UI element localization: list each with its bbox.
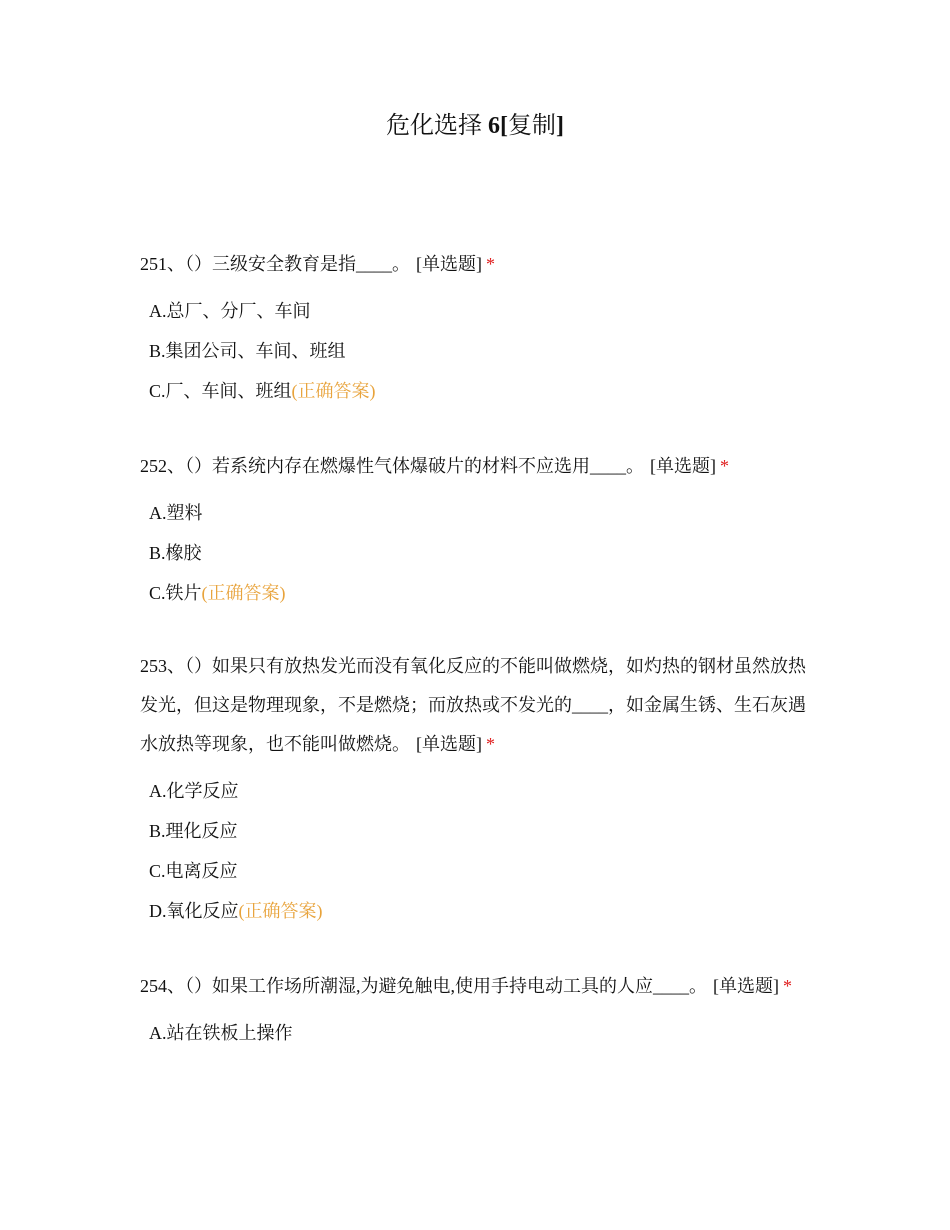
option-c[interactable] [140, 371, 820, 411]
option-text: 化学反应 [166, 781, 239, 801]
option-b[interactable] [140, 811, 820, 851]
question-type: [单选题] [650, 456, 716, 476]
correct-answer-tag: (正确答案) [201, 583, 286, 603]
option-c[interactable] [140, 851, 820, 891]
option-letter: B. [149, 821, 166, 841]
question-number: 252 [140, 456, 167, 476]
question-type: [单选题] [416, 254, 482, 274]
question-separator: 、 [167, 976, 185, 996]
options-list [140, 291, 820, 411]
question-stem [140, 967, 820, 1006]
question-252 [140, 447, 820, 613]
question-text: （）如果只有放热发光而没有氧化反应的不能叫做燃烧，如灼热的钢材虽然放热发光，但这是物理现象，不是燃烧；而放热或不发光的____，如金属生锈、生石灰遇水放热等现象，也不能叫做燃烧。 [140, 656, 806, 754]
option-text: 集团公司、车间、班组 [165, 341, 346, 361]
question-text: （）若系统内存在燃爆性气体爆破片的材料不应选用____。 [185, 456, 644, 476]
option-letter: B. [149, 341, 166, 361]
option-text: 铁片 [165, 583, 202, 603]
option-b[interactable] [140, 533, 820, 573]
title-part-3: 复制 [508, 113, 556, 139]
title-part-1: 危化选择 [386, 113, 488, 139]
required-mark: * [720, 456, 729, 476]
question-stem [140, 447, 820, 486]
options-list [140, 771, 820, 931]
required-mark: * [486, 254, 495, 274]
option-text: 氧化反应 [166, 901, 239, 921]
page-title [0, 110, 950, 142]
question-254 [140, 967, 820, 1053]
question-type: [单选题] [416, 734, 482, 754]
option-d[interactable] [140, 891, 820, 931]
option-a[interactable] [140, 291, 820, 331]
question-stem [140, 245, 820, 284]
options-list [140, 493, 820, 613]
option-letter: A. [149, 1023, 167, 1043]
option-text: 站在铁板上操作 [166, 1023, 293, 1043]
correct-answer-tag: (正确答案) [238, 901, 323, 921]
option-text: 塑料 [166, 503, 203, 523]
correct-answer-tag: (正确答案) [291, 381, 376, 401]
option-letter: D. [149, 901, 167, 921]
options-list [140, 1013, 820, 1053]
option-letter: C. [149, 381, 166, 401]
option-a[interactable] [140, 493, 820, 533]
option-letter: C. [149, 583, 166, 603]
option-c[interactable] [140, 573, 820, 613]
question-separator: 、 [167, 456, 185, 476]
option-text: 理化反应 [165, 821, 238, 841]
option-text: 电离反应 [165, 861, 238, 881]
option-a[interactable] [140, 1013, 820, 1053]
question-number: 251 [140, 254, 167, 274]
question-251 [140, 245, 820, 411]
question-type: [单选题] [713, 976, 779, 996]
required-mark: * [486, 734, 495, 754]
question-number: 253 [140, 656, 167, 676]
required-mark: * [783, 976, 792, 996]
option-letter: A. [149, 503, 167, 523]
option-text: 总厂、分厂、车间 [166, 301, 311, 321]
option-text: 厂、车间、班组 [165, 381, 292, 401]
question-text: （）如果工作场所潮湿,为避免触电,使用手持电动工具的人应____。 [185, 976, 707, 996]
title-part-2: 6[ [488, 113, 508, 139]
option-letter: B. [149, 543, 166, 563]
option-letter: C. [149, 861, 166, 881]
option-text: 橡胶 [165, 543, 202, 563]
title-part-4: ] [556, 113, 564, 139]
question-separator: 、 [167, 254, 185, 274]
question-253 [140, 647, 820, 931]
option-b[interactable] [140, 331, 820, 371]
question-text: （）三级安全教育是指____。 [185, 254, 410, 274]
option-letter: A. [149, 781, 167, 801]
option-letter: A. [149, 301, 167, 321]
question-stem [140, 647, 820, 764]
question-separator: 、 [167, 656, 185, 676]
question-number: 254 [140, 976, 167, 996]
option-a[interactable] [140, 771, 820, 811]
